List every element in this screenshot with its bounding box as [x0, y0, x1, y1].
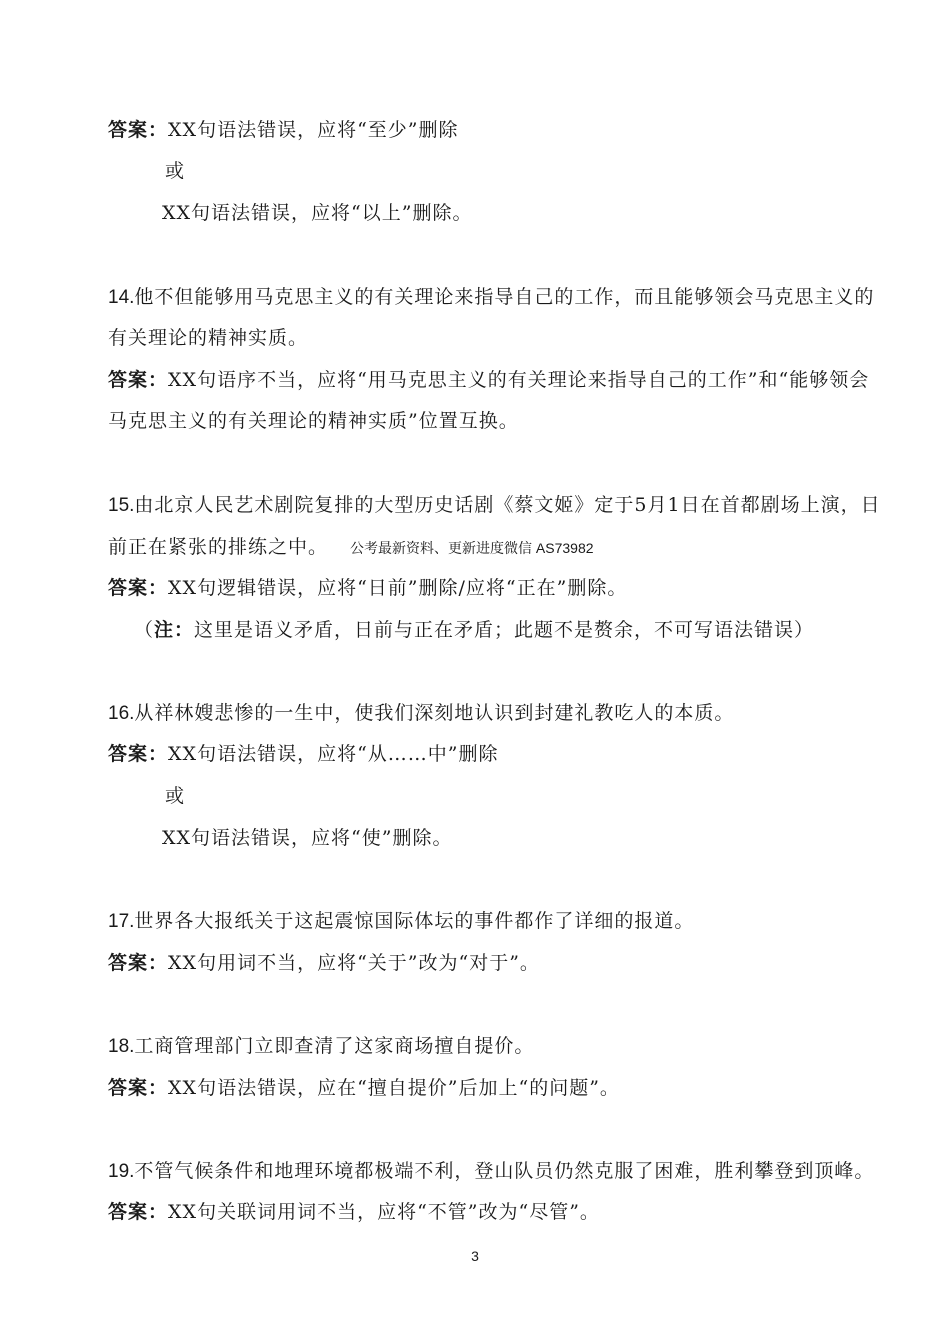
- answer-14-line1: [108, 368, 869, 392]
- question-text: 他不但能够用马克思主义的有关理论来指导自己的工作，而且能够领会马克思主义的: [134, 286, 875, 308]
- question-19-line: [108, 1159, 874, 1184]
- or-line: 或: [165, 785, 186, 807]
- question-text: 不管气候条件和地理环境都极端不利，登山队员仍然克服了困难，胜利攀登到顶峰。: [134, 1160, 875, 1182]
- note-label: 注：: [154, 619, 195, 641]
- question-number: 19.: [108, 1161, 135, 1182]
- question-number: 18.: [108, 1036, 135, 1057]
- answer-15-line: [108, 576, 627, 600]
- answer-text: XX句语法错误，应将“至少”删除: [168, 119, 459, 141]
- question-18-line: [108, 1034, 534, 1059]
- question-number: 15.: [108, 495, 135, 516]
- answer-text: XX句语序不当，应将“用马克思主义的有关理论来指导自己的工作”和“能够领会: [168, 369, 870, 391]
- question-number: 17.: [108, 911, 135, 932]
- note-open-paren: （: [134, 619, 155, 641]
- page-number: 3: [471, 1248, 479, 1264]
- question-16-line: [108, 701, 734, 726]
- answer-label: 答案：: [108, 743, 169, 765]
- note-line: [134, 618, 814, 642]
- answer-label: 答案：: [108, 577, 169, 599]
- question-text: 世界各大报纸关于这起震惊国际体坛的事件都作了详细的报道。: [134, 910, 695, 932]
- answer-14-line2: 马克思主义的有关理论的精神实质”位置互换。: [108, 410, 519, 432]
- question-text: 前正在紧张的排练之中。: [108, 536, 329, 558]
- question-text: 由北京人民艺术剧院复排的大型历史话剧《蔡文姬》定于5月1日在首都剧场上演，日: [134, 494, 881, 516]
- answer-text: XX句语法错误，应在“擅自提价”后加上“的问题”。: [168, 1077, 620, 1099]
- answer-16-line: [108, 742, 499, 766]
- answer-text: XX句用词不当，应将“关于”改为“对于”。: [168, 952, 540, 974]
- question-15-line2: [108, 535, 594, 560]
- answer-label: 答案：: [108, 1077, 169, 1099]
- answer-text: XX句逻辑错误，应将“日前”删除/应将“正在”删除。: [168, 577, 628, 599]
- question-14-line2: 有关理论的精神实质。: [108, 327, 309, 349]
- or-line: 或: [165, 160, 186, 182]
- answer-alt-line: XX句语法错误，应将“以上”删除。: [162, 202, 473, 224]
- answer-17-line: [108, 951, 540, 975]
- question-number: 16.: [108, 703, 135, 724]
- answer-18-line: [108, 1076, 620, 1100]
- question-15-line1: [108, 493, 881, 518]
- answer-label: 答案：: [108, 952, 169, 974]
- question-text: 工商管理部门立即查清了这家商场擅自提价。: [134, 1035, 535, 1057]
- question-number: 14.: [108, 287, 135, 308]
- wechat-notice: 公考最新资料、更新进度微信 AS73982: [350, 540, 594, 556]
- answer-line: [108, 118, 459, 142]
- question-14-line1: [108, 285, 874, 310]
- answer-label: 答案：: [108, 1201, 169, 1223]
- answer-label: 答案：: [108, 119, 169, 141]
- answer-19-line: [108, 1200, 600, 1224]
- answer-alt-line: XX句语法错误，应将“使”删除。: [162, 827, 453, 849]
- question-text: 从祥林嫂悲惨的一生中，使我们深刻地认识到封建礼教吃人的本质。: [134, 702, 735, 724]
- answer-text: XX句语法错误，应将“从……中”删除: [168, 743, 499, 765]
- note-text: 这里是语义矛盾，日前与正在矛盾；此题不是赘余，不可写语法错误）: [194, 619, 815, 641]
- answer-text: XX句关联词用词不当，应将“不管”改为“尽管”。: [168, 1201, 600, 1223]
- answer-label: 答案：: [108, 369, 169, 391]
- question-17-line: [108, 909, 694, 934]
